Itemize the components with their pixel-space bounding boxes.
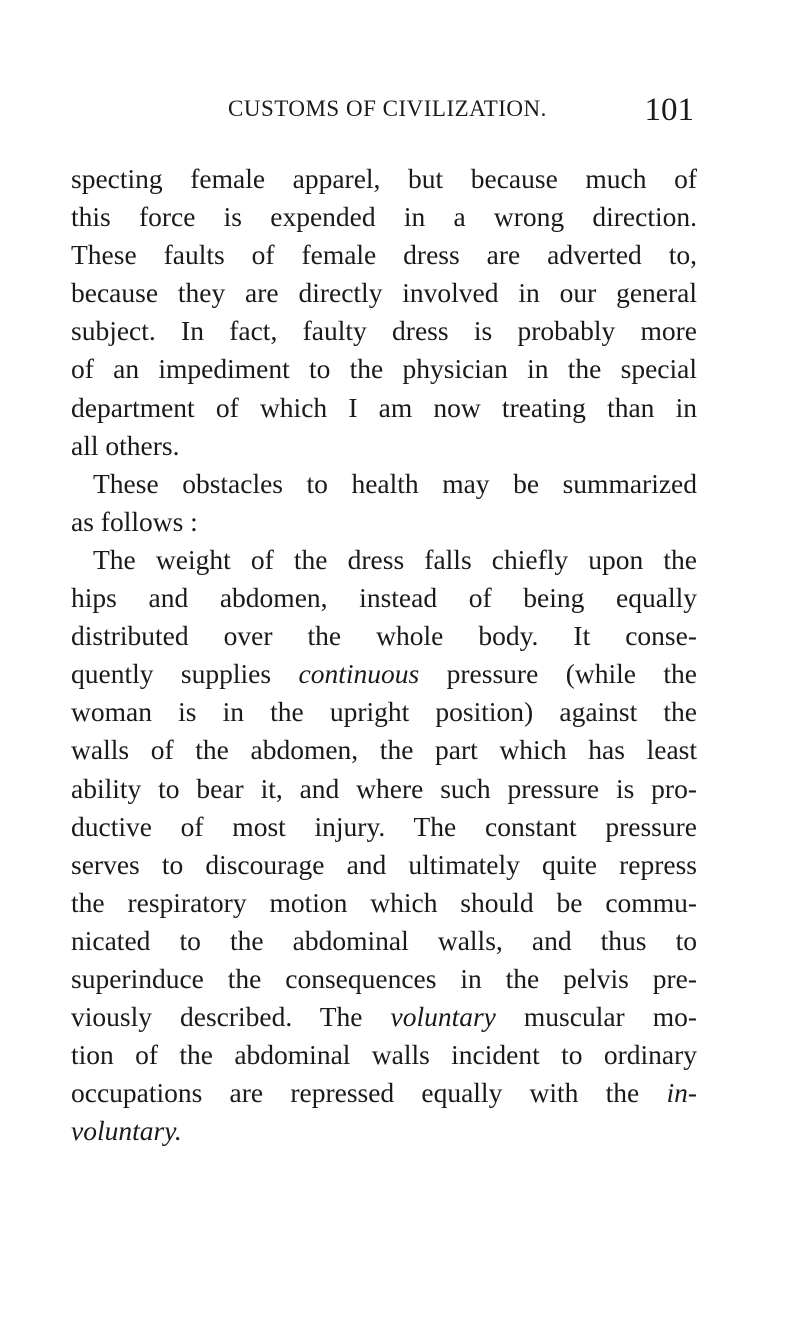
italic-emphasis: continuous: [298, 658, 420, 690]
text-line: all others.: [71, 429, 180, 461]
text-line: of an impediment to the physician in the special: [71, 353, 697, 385]
text-segment: occupations are repressed equally with the: [71, 1077, 667, 1109]
text-line: [71, 655, 697, 693]
text-segment: quently supplies: [71, 658, 299, 690]
text-line: serves to discourage and ultimately quite repress: [71, 848, 697, 880]
text-segment: pressure (while the: [419, 658, 697, 690]
italic-emphasis: in-: [666, 1077, 697, 1109]
text-line: These faults of female dress are adverted to,: [71, 239, 697, 271]
body-text: [71, 160, 697, 1150]
italic-emphasis: voluntary: [390, 1001, 496, 1033]
text-line: [71, 1074, 697, 1112]
text-line: distributed over the whole body. It conse-: [71, 620, 697, 652]
text-line: These obstacles to health may be summarized: [93, 467, 697, 499]
paragraph-continuation: [71, 160, 697, 465]
text-line: [71, 998, 697, 1036]
text-line: department of which I am now treating than in: [71, 391, 697, 423]
text-line: tion of the abdominal walls incident to ordinary: [71, 1039, 697, 1071]
text-line: walls of the abdomen, the part which has least: [71, 734, 697, 766]
paragraph-obstacles-intro: [71, 465, 697, 541]
text-line: voluntary.: [71, 1115, 182, 1147]
running-title: CUSTOMS OF CIVILIZATION.: [228, 96, 547, 121]
text-line: ability to bear it, and where such pressure is pro-: [71, 772, 697, 804]
text-line: specting female apparel, but because much of: [71, 163, 697, 194]
text-segment: viously described. The: [71, 1001, 391, 1033]
text-line: hips and abdomen, instead of being equally: [71, 582, 697, 614]
running-head: [228, 92, 694, 128]
text-line: The weight of the dress falls chiefly upon the: [93, 543, 697, 575]
text-line: the respiratory motion which should be commu-: [71, 886, 697, 918]
text-line: because they are directly involved in our general: [71, 277, 697, 309]
text-segment: muscular mo-: [495, 1001, 697, 1033]
text-line: nicated to the abdominal walls, and thus to: [71, 924, 697, 956]
text-line: superinduce the consequences in the pelvis pre-: [71, 962, 697, 994]
text-line: subject. In fact, faulty dress is probably more: [71, 315, 697, 347]
text-line: ductive of most injury. The constant pressure: [71, 810, 697, 842]
text-line: as follows :: [71, 505, 198, 537]
page-number: 101: [644, 92, 694, 128]
text-line: this force is expended in a wrong direction.: [71, 201, 697, 233]
text-line: woman is in the upright position) against the: [71, 696, 697, 728]
paragraph-dress-weight: [71, 541, 697, 1151]
